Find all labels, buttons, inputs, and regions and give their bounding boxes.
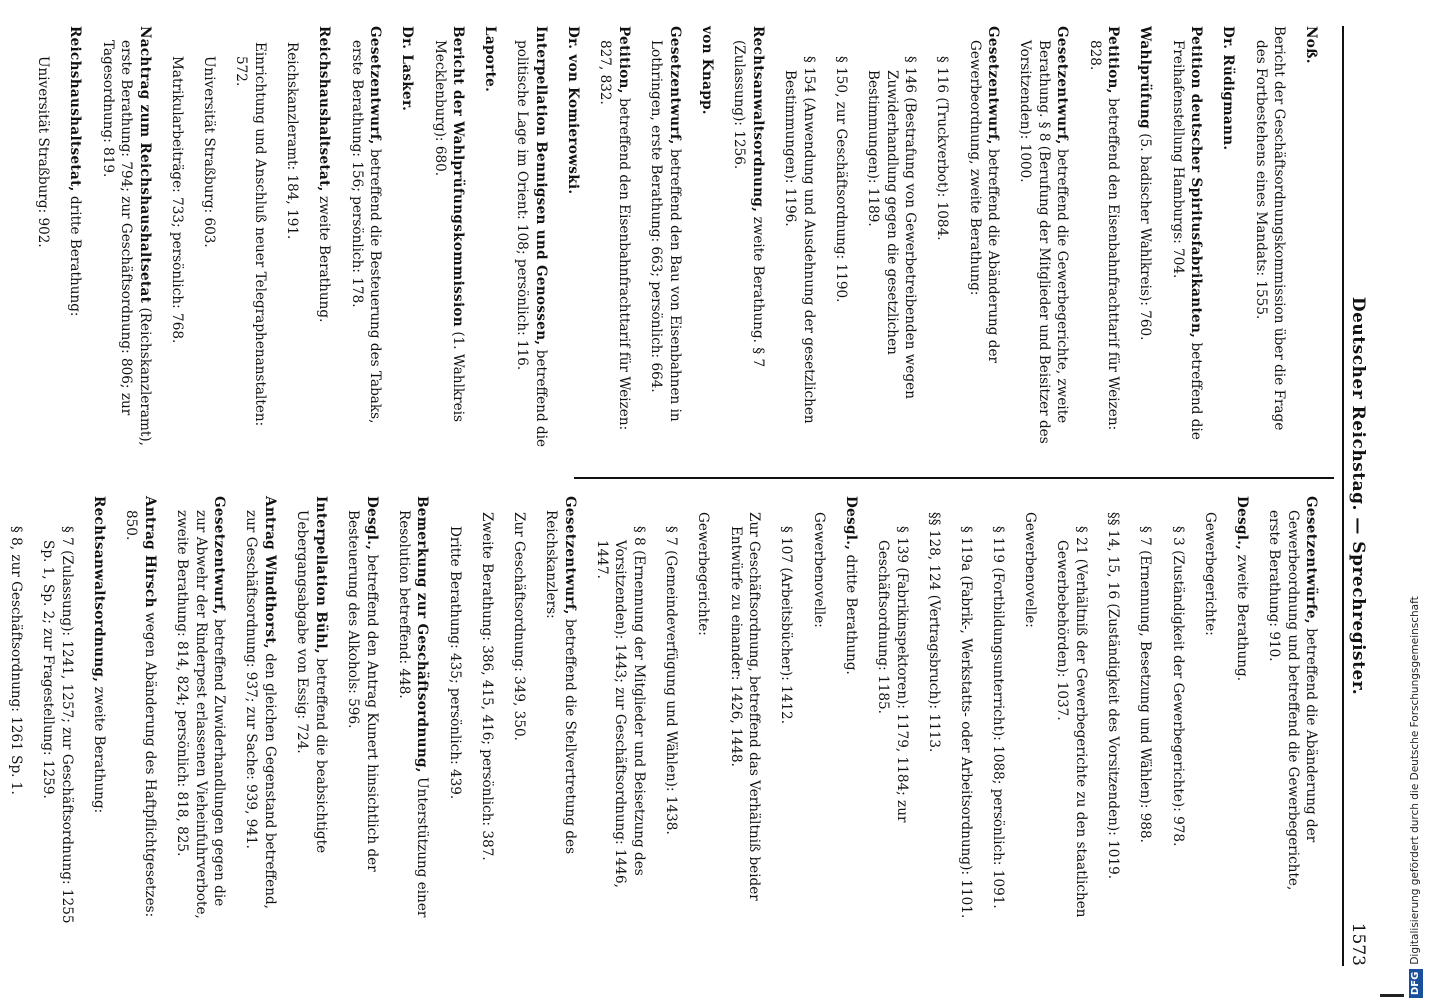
scan-edge-mark	[1380, 994, 1404, 997]
entry-text: betreffend die Abänderung der Gewerbeordnung und betreffend die Gewerbegerichte, erste Berathung: 910.	[1266, 510, 1320, 891]
register-entry	[122, 496, 159, 926]
entry-text: den gleichen Gegenstand betreffend, zur Geschäftsordnung: 937; zur Sache: 939, 941.	[243, 510, 278, 909]
entry-text: § 8 (Ernennung der Mitglieder und Beisetzung des Vorsitzenden): 1443; zur Geschäftsordnung: 1446, 1447.	[593, 526, 648, 888]
entry-subject: Reichshaushaltsetat,	[67, 26, 84, 192]
register-entry	[477, 496, 496, 926]
register-entry	[200, 26, 219, 456]
entry-subject: Gesetzentwurf,	[367, 26, 384, 145]
entry-text: zweite Berathung:	[91, 686, 108, 814]
entry-text: §§ 14, 15, 16 (Zuständigkeit des Vorsitzenden): 1019.	[1105, 512, 1122, 880]
entry-text: § 7 (Zulassung): 1241, 1257; zur Geschäftsordnung: 1255 Sp. 1, Sp. 2; zur Fragestellung: 1259.	[40, 526, 75, 924]
entry-subject: Desgl.,	[842, 496, 859, 551]
entry-subject: Gesetzentwürfe,	[1303, 496, 1320, 624]
column-divider	[574, 477, 1334, 479]
speaker-name-text: Dr. Rüdigmann.	[1220, 26, 1237, 151]
register-entry	[98, 26, 154, 456]
entry-text: § 21 (Verhältniß der Gewerbegerichte zu den staatlichen Gewerbebehörden): 1037.	[1054, 526, 1090, 918]
register-entry	[445, 496, 464, 926]
register-entry	[343, 496, 380, 926]
entry-text: § 150, zur Geschäftsordnung: 1190.	[832, 56, 849, 303]
entry-subject: Gesetzentwurf,	[561, 496, 578, 615]
dfg-logo-badge: DFG	[1409, 969, 1423, 998]
entry-text: § 146 (Bestrafung von Gewerbetreibenden wegen Zuwiderhandlung gegen die gesetzlichen Bestimmungen): 1189.	[864, 56, 919, 399]
register-entry	[167, 26, 186, 456]
register-entry	[780, 26, 817, 456]
entry-subject: Bemerkung zur Geschäftsordnung,	[414, 496, 431, 773]
entry-text: zweite Berathung.	[316, 196, 333, 323]
speaker-name-text: Laporte.	[482, 26, 499, 93]
entry-text: wegen Abänderung des Haftpflichtgesetzes: 850.	[123, 510, 158, 918]
entry-text: Reichskanzleramt: 184, 191.	[284, 42, 301, 240]
entry-text: betreffend die Freihafenstellung Hamburgs: 704.	[1169, 40, 1205, 440]
entry-text: § 119a (Fabrik-, Werkstatts- oder Arbeitsordnung): 1101.	[957, 526, 974, 919]
register-entry	[809, 496, 828, 926]
register-entry	[956, 496, 975, 926]
entry-text: dritte Berathung:	[67, 196, 84, 317]
entry-text: § 8, zur Geschäftsordnung: 1261 Sp. 1.	[8, 526, 25, 795]
left-column	[35, 26, 1334, 456]
entry-text: (1. Wahlkreis Mecklenburg): 680.	[431, 40, 467, 423]
register-entry	[89, 496, 108, 926]
entry-text: Gewerbegerichte:	[1201, 512, 1218, 636]
register-entry	[662, 496, 681, 926]
speaker-name-text: Dr. von Komierowski.	[565, 26, 582, 195]
entry-text: Universität Straßburg: 603.	[201, 56, 218, 248]
entry-text: betreffend die beabsichtigte Uebergangsabgabe von Essig: 724.	[294, 510, 329, 854]
register-entry	[172, 496, 228, 926]
register-entry	[694, 496, 713, 926]
register-entry	[1232, 496, 1251, 926]
register-entry	[863, 26, 919, 456]
digitization-credit-text: Digitalisierung gefördert durch die Deutsche Forschungsgemeinschaft	[1409, 596, 1421, 965]
register-entry	[1104, 496, 1123, 926]
register-entry	[242, 496, 279, 926]
register-entry	[841, 496, 860, 926]
entry-text: (5. badischer Wahlkreis): 760.	[1137, 133, 1154, 341]
header-rule	[1342, 26, 1344, 966]
speaker-name	[564, 26, 583, 456]
register-entry	[394, 496, 431, 926]
entry-subject: Nachtrag zum Reichshaushaltsetat	[136, 26, 153, 304]
entry-subject: Gesetzentwurf,	[1054, 26, 1071, 145]
entry-subject: Antrag Hirsch	[141, 496, 158, 608]
speaker-name	[1219, 26, 1238, 456]
page-header	[1346, 26, 1370, 966]
entry-text: betreffend den Eisenbahnfrachttarif für Weizen: 828.	[1086, 40, 1122, 431]
register-entry	[1021, 496, 1040, 926]
register-entry	[542, 496, 579, 926]
rotated-page	[8, 26, 1370, 966]
speaker-name	[697, 26, 716, 456]
register-entry	[933, 26, 952, 456]
entry-subject: Petition,	[616, 26, 633, 94]
entry-text: Zweite Berathung: 386, 415, 416; persönlich: 387.	[478, 512, 495, 861]
register-entry	[1265, 496, 1321, 926]
register-entry	[1251, 26, 1288, 456]
register-entry	[1200, 496, 1219, 926]
register-entry	[647, 26, 684, 456]
entry-subject: Gesetzentwurf,	[666, 26, 683, 145]
register-entry	[989, 496, 1008, 926]
digitization-credit	[1404, 398, 1426, 998]
entry-text: betreffend Zuwiderhandlungen gegen die zur Abwehr der Rinderpest erlassenen Vieheinfuhrverbote, zweite Berathung: 814, 824; persönlich: 818, 825.	[174, 510, 228, 919]
speaker-name	[481, 26, 500, 456]
register-entry	[7, 496, 26, 926]
register-entry	[34, 26, 53, 456]
entry-subject: Gesetzentwurf,	[211, 496, 228, 615]
entry-text: § 3 (Zuständigkeit der Gewerbegerichte): 978.	[1169, 526, 1186, 847]
entry-text: betreffend den Antrag Kunert hinsichtlich der Besteuerung des Alkohols: 596.	[344, 510, 380, 872]
register-entry	[66, 26, 85, 456]
entry-subject: Interpellation Bühl,	[312, 496, 329, 654]
speaker-name	[1302, 26, 1321, 456]
entry-text: Bericht der Geschäftsordnungskommission über die Frage des Fortbestehens eines Mandats: 1555.	[1252, 26, 1288, 431]
register-entry	[232, 26, 269, 456]
entry-text: betreffend die Besteuerung des Tabaks, erste Berathung: 156; persönlich: 178.	[348, 40, 384, 424]
entry-subject: Rechtsanwaltsordnung,	[91, 496, 108, 683]
register-entry	[592, 496, 648, 926]
entry-text: § 7 (Gemeindeverfügung und Wählen): 1438.	[663, 526, 680, 835]
speaker-name-text: Noß.	[1303, 26, 1320, 64]
entry-text: § 116 (Truckverbot): 1084.	[934, 56, 951, 241]
entry-subject: Wahlprüfung	[1137, 26, 1154, 129]
register-entry	[293, 496, 330, 926]
register-entry	[513, 26, 550, 456]
page-number: 1573	[1348, 922, 1368, 966]
register-entry	[1136, 496, 1155, 926]
entry-text: Universität Straßburg: 902.	[35, 56, 52, 248]
entry-text: zweite Berathung. § 7 (Zulassung): 1256.	[731, 40, 766, 368]
entry-text: Gewerbenovelle:	[810, 512, 827, 628]
entry-subject: Petition deutscher Spiritusfabrikanten,	[1188, 26, 1205, 339]
entry-text: Matrikularbeiträge: 733; persönlich: 768.	[169, 56, 186, 344]
register-entry	[430, 26, 467, 456]
entry-text: betreffend die Abänderung der Gewerbeordnung, zweite Berathung:	[966, 40, 1002, 363]
register-entry	[509, 496, 528, 926]
page-title: Deutscher Reichstag. — Sprechregister.	[1348, 296, 1368, 696]
speaker-name	[398, 26, 417, 456]
register-entry	[873, 496, 910, 926]
register-entry	[1053, 496, 1090, 926]
register-entry	[1085, 26, 1122, 456]
entry-text: § 107 (Arbeitsbücher): 1412.	[778, 526, 795, 725]
entry-text: betreffend die Gewerbegerichte, zweite Berathung. § 8 (Berufung der Mitglieder und Beisitzer des Vorsitzenden): 1000.	[1017, 40, 1071, 444]
entry-text: Einrichtung und Anschluß neuer Telegraphenanstalten: 572.	[233, 42, 268, 427]
register-entry	[39, 496, 76, 926]
entry-text: (Reichskanzleramt), erste Berathung: 794; zur Geschäftsordnung: 806; zur Tagesordnung: 819.	[99, 40, 153, 446]
register-entry	[730, 26, 767, 456]
entry-text: betreffend den Bau von Eisenbahnen in Lothringen, erste Berathung: 663; persönlich: 664.	[648, 40, 683, 422]
register-entry	[1136, 26, 1155, 456]
entry-subject: Desgl.,	[363, 496, 380, 551]
register-entry	[596, 26, 633, 456]
entry-text: betreffend die politische Lage im Orient: 108; persönlich: 116.	[514, 40, 550, 448]
entry-text: Unterstützung einer Resolution betreffend: 448.	[395, 510, 431, 918]
speaker-name-text: Dr. Lasker.	[399, 26, 416, 112]
entry-text: dritte Berathung.	[842, 554, 859, 675]
entry-text: § 154 (Anwendung und Ausdehnung der gesetzlichen Bestimmungen): 1196.	[782, 56, 817, 424]
entry-subject: Desgl.,	[1234, 496, 1251, 551]
entry-text: Dritte Berathung: 435; persönlich: 439.	[446, 526, 463, 800]
entry-text: betreffend die Stellvertretung des Reichskanzlers:	[543, 510, 578, 855]
register-entry	[777, 496, 796, 926]
entry-text: betreffend den Eisenbahnfrachttarif für Weizen: 827, 832.	[597, 40, 633, 431]
entry-subject: Interpellation Bennigsen und Genossen,	[533, 26, 550, 346]
entry-text: zweite Berathung.	[1234, 554, 1251, 682]
entry-subject: Antrag Windthorst,	[262, 496, 278, 649]
entry-text: Gewerbegerichte:	[695, 512, 712, 636]
entry-text: § 7 (Ernennung, Besetzung und Wählen): 988.	[1137, 526, 1154, 843]
entry-subject: Reichshaushaltsetat,	[316, 26, 333, 192]
entry-subject: Bericht der Wahlprüfungskommission	[450, 26, 467, 327]
register-entry	[924, 496, 943, 926]
register-entry	[1016, 26, 1072, 456]
register-entry	[315, 26, 334, 456]
entry-text: Zur Geschäftsordnung: 349, 350.	[510, 512, 527, 741]
register-entry	[347, 26, 384, 456]
entry-text: Zur Geschäftsordnung, betreffend das Verhältniß beider Entwürfe zu einander: 1426, 1448.	[727, 512, 763, 901]
right-column	[8, 496, 1334, 926]
register-entry	[726, 496, 763, 926]
register-entry	[283, 26, 302, 456]
entry-subject: Gesetzentwurf,	[985, 26, 1002, 145]
entry-text: § 119 (Fortbildungsunterricht): 1088; persönlich: 1091.	[990, 526, 1007, 909]
entry-text: § 139 (Fabrikinspektoren): 1179, 1184; zur Geschäftsordnung: 1185.	[874, 526, 910, 823]
entry-subject: Rechtsanwaltsordnung,	[749, 26, 766, 213]
entry-subject: Petition,	[1105, 26, 1122, 94]
register-entry	[1168, 496, 1187, 926]
entry-text: §§ 128, 124 (Vertragsbruch): 1113.	[925, 512, 942, 753]
speaker-name-text: von Knapp.	[699, 26, 716, 115]
register-entry	[965, 26, 1002, 456]
entry-text: Gewerbenovelle:	[1022, 512, 1039, 628]
register-entry	[831, 26, 850, 456]
register-entry	[1168, 26, 1205, 456]
